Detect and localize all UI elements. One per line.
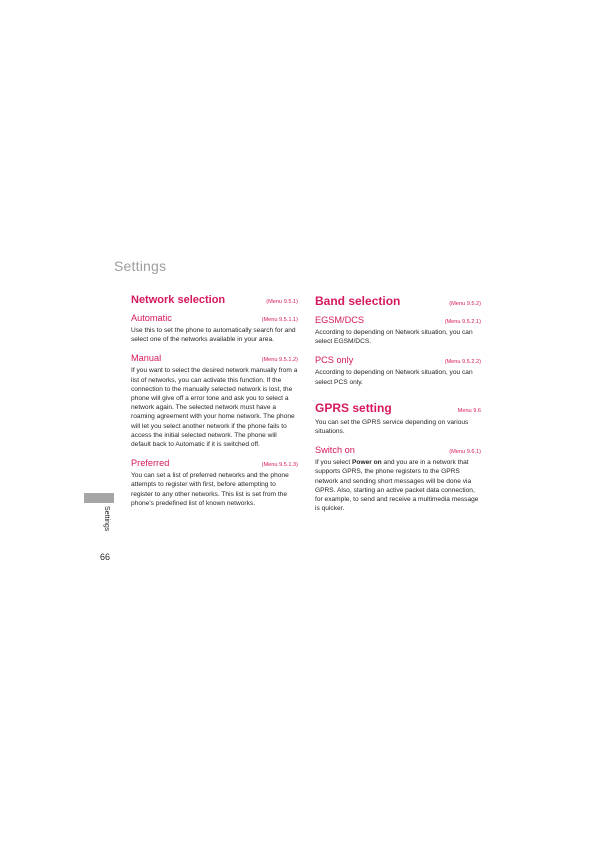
automatic-section	[131, 313, 298, 344]
network-selection-section	[131, 294, 298, 306]
preferred-section	[131, 458, 298, 508]
page-number: 66	[100, 552, 111, 562]
network-selection-menu-ref: (Menu 9.5.1)	[266, 299, 298, 305]
page-title: Settings	[114, 258, 167, 274]
band-selection-menu-ref: (Menu 9.5.2)	[449, 301, 481, 307]
switch-on-text-bold: Power on	[352, 459, 382, 467]
gprs-setting-menu-ref: Menu 9.6	[457, 407, 481, 414]
automatic-text: Use this to set the phone to automatically search for and select one of the networks available in your area.	[131, 327, 296, 344]
switch-on-menu-ref: (Menu 9.6.1)	[449, 449, 481, 456]
switch-on-section	[315, 445, 481, 513]
switch-on-heading: Switch on	[315, 445, 355, 456]
pcs-only-heading: PCS only	[315, 355, 354, 366]
egsm-dcs-section	[315, 315, 481, 346]
manual-text: If you want to select the desired network manually from a list of networks, you can activate this function. If the connection to the manually selected network is lost, the phone will give off a error tone and ask you to select a network again. The selected network must have a roaming agreement with your home network. The phone will let you select another network if the phone fails to access the initial selected network. The phone will default back to Automatic if it is switched off.	[131, 367, 298, 449]
left-column	[131, 294, 298, 508]
switch-on-text	[315, 458, 481, 513]
band-selection-heading: Band selection	[315, 294, 401, 308]
band-selection-section	[315, 294, 481, 308]
gprs-setting-heading: GPRS setting	[315, 400, 392, 415]
gprs-setting-text: You can set the GPRS service depending on various situations.	[315, 418, 469, 436]
network-selection-heading: Network selection	[131, 294, 226, 306]
manual-section	[131, 353, 298, 449]
preferred-heading: Preferred	[131, 458, 170, 469]
switch-on-text-post: and you are in a network that supports GPRS, the phone registers to the GPRS network and sending short messages will be done via GPRS. Also, starting an active packet data connection, for example, to send and receive a multimedia message is quicker.	[315, 459, 479, 513]
egsm-dcs-text: According to depending on Network situation, you can select EGSM/DCS.	[315, 329, 473, 346]
switch-on-text-pre: If you select	[315, 459, 353, 467]
right-column	[315, 294, 481, 513]
pcs-only-text: According to depending on Network situation, you can select PCS only.	[315, 369, 473, 386]
gprs-setting-section	[315, 401, 481, 436]
manual-menu-ref: (Menu 9.5.1.2)	[261, 357, 298, 364]
manual-heading: Manual	[131, 353, 162, 364]
pcs-only-section	[315, 355, 481, 386]
automatic-menu-ref: (Menu 9.5.1.1)	[261, 317, 298, 323]
side-chapter-label: Settings	[103, 506, 110, 532]
automatic-heading: Automatic	[131, 313, 172, 323]
egsm-dcs-menu-ref: (Menu 9.5.2.1)	[444, 319, 481, 325]
preferred-menu-ref: (Menu 9.5.1.3)	[261, 462, 298, 469]
chapter-tab-bar	[84, 493, 114, 503]
pcs-only-menu-ref: (Menu 9.5.2.2)	[444, 359, 481, 366]
egsm-dcs-heading: EGSM/DCS	[315, 315, 365, 325]
preferred-text: You can set a list of preferred networks and the phone attempts to register with first, before attempting to register to any other networks. This list is set from the phone's predefined list of known networks.	[131, 472, 289, 507]
